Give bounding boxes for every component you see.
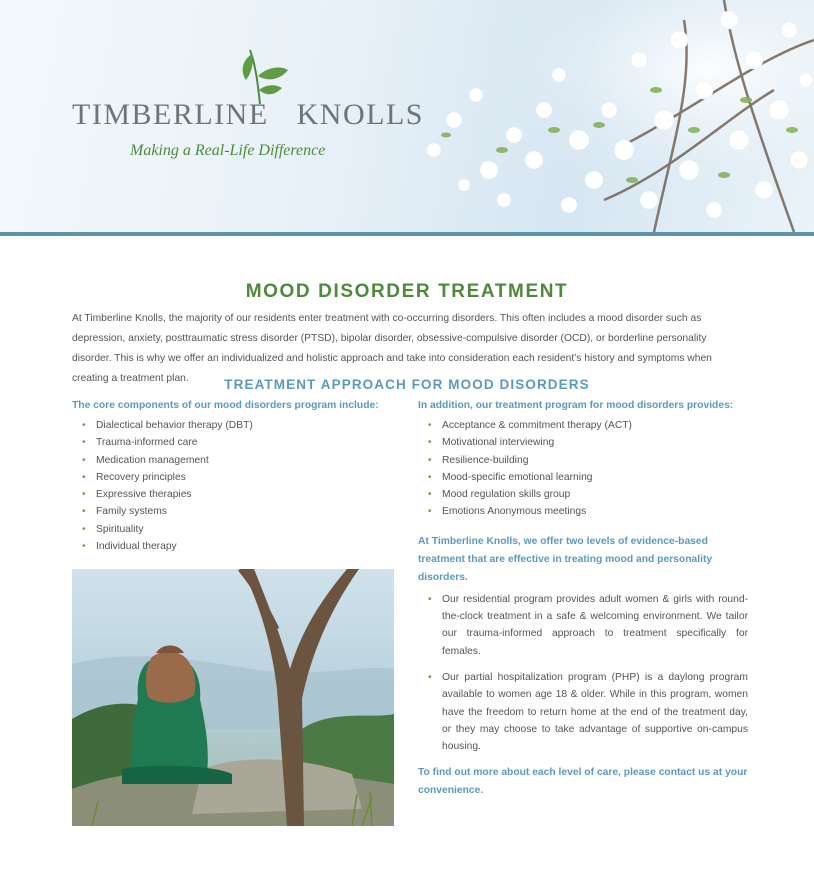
left-column-heading: The core components of our mood disorders program include: xyxy=(72,400,379,411)
blossom-branch-image xyxy=(394,0,814,232)
core-components-list xyxy=(72,417,402,555)
list-item: • Resilience-building xyxy=(418,452,748,469)
list-item: • Expressive therapies xyxy=(72,486,402,503)
list-item: • Spirituality xyxy=(72,521,402,538)
header-divider xyxy=(0,232,814,236)
brand-name-left: TIMBERLINE xyxy=(72,98,269,131)
levels-heading: At Timberline Knolls, we offer two levels of evidence-based treatment that are effective in treating mood and personality disorders. xyxy=(418,535,713,583)
tagline: Making a Real-Life Difference xyxy=(130,142,326,159)
list-item: • Individual therapy xyxy=(72,538,402,555)
list-item: • Recovery principles xyxy=(72,469,402,486)
list-item: • Dialectical behavior therapy (DBT) xyxy=(72,417,402,434)
woman-meditating-photo xyxy=(72,569,394,826)
list-item: • Mood regulation skills group xyxy=(418,486,748,503)
list-item: • Our residential program provides adult women & girls with round-the-clock treatment in a safe & welcoming environment. We tailor our trauma-informed approach to treatment specifically for females. xyxy=(418,591,748,660)
page-title: MOOD DISORDER TREATMENT xyxy=(245,281,569,302)
list-item: • Motivational interviewing xyxy=(418,434,748,451)
list-item: • Acceptance & commitment therapy (ACT) xyxy=(418,417,748,434)
section-title: TREATMENT APPROACH FOR MOOD DISORDERS xyxy=(224,377,590,392)
contact-note: To find out more about each level of care, please contact us at your convenience. xyxy=(418,767,748,796)
list-item: • Family systems xyxy=(72,503,402,520)
leaf-icon xyxy=(232,46,292,106)
levels-list xyxy=(418,591,748,756)
brand-logo xyxy=(72,46,424,166)
additional-program-list xyxy=(418,417,748,521)
brand-name xyxy=(72,98,424,132)
list-item: • Our partial hospitalization program (PHP) is a daylong program available to women age 18 & older. While in this program, women have the freedom to return home at the end of the treatment day, or they may choose to take advantage of supportive on-campus housing. xyxy=(418,669,748,755)
header-banner xyxy=(0,0,814,232)
list-item: • Emotions Anonymous meetings xyxy=(418,503,748,520)
right-column xyxy=(418,397,748,799)
intro-paragraph: At Timberline Knolls, the majority of our residents enter treatment with co-occurring disorders. This often includes a mood disorder such as depression, anxiety, posttraumatic stress disorder (PTSD), bipolar disorder, obsessive-compulsive disorder (OCD), or borderline personality disorder. This is why we offer an individualized and holistic approach and take into consideration each resident’s history and symptoms when creating a treatment plan. xyxy=(72,313,712,384)
list-item: • Medication management xyxy=(72,452,402,469)
list-item: • Mood-specific emotional learning xyxy=(418,469,748,486)
right-column-heading: In addition, our treatment program for mood disorders provides: xyxy=(418,400,734,411)
left-column xyxy=(72,397,402,555)
brand-name-right: KNOLLS xyxy=(296,98,424,131)
list-item: • Trauma-informed care xyxy=(72,434,402,451)
